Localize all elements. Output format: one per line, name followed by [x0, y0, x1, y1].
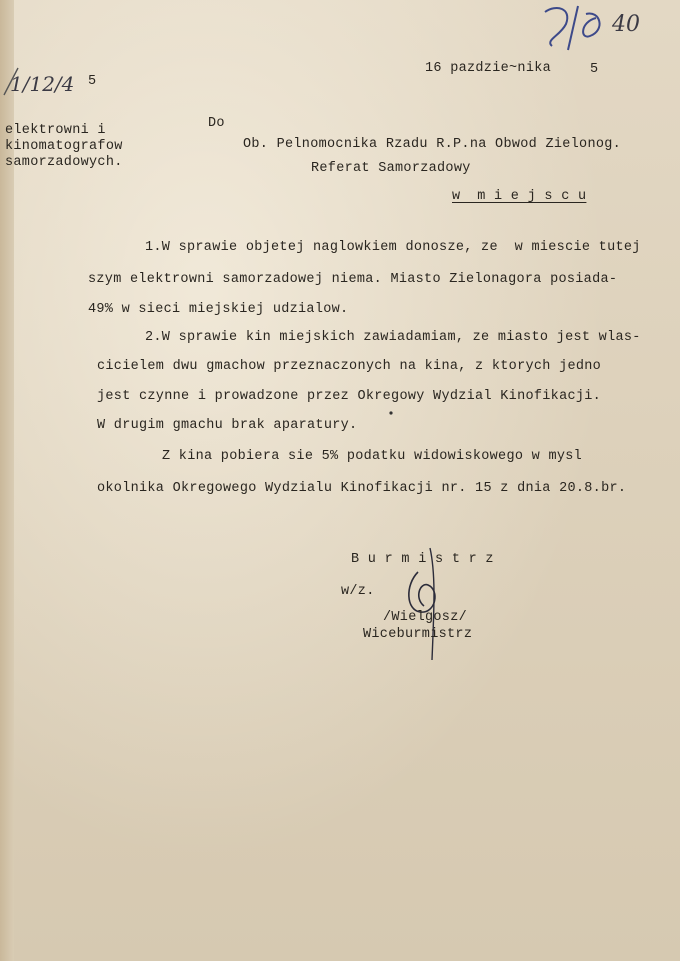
paragraph-1-line-1: 1.W sprawie objetej naglowkiem donosze, ze w miescie tutej [145, 240, 641, 255]
handwritten-reference: 1/12/4 [10, 72, 75, 96]
signature-wz: w/z. [341, 584, 375, 599]
signature-role: Wiceburmistrz [363, 627, 473, 642]
handwritten-page-number: 40 [612, 12, 640, 37]
paragraph-2-line-4: W drugim gmachu brak aparatury. [97, 418, 358, 433]
date-line: 16 pazdzie~nika [425, 61, 552, 76]
paragraph-3-line-1: Z kina pobiera sie 5% podatku widowiskowego w mysl [162, 449, 583, 464]
signature-name: /Wielgosz/ [383, 610, 468, 625]
paragraph-2-line-2: cicielem dwu gmachow przeznaczonych na kina, z ktorych jedno [97, 359, 602, 374]
paragraph-1-line-2: szym elektrowni samorzadowej niema. Miasto Zielonagora posiada- [88, 272, 618, 287]
sender-line-1: elektrowni i [5, 123, 106, 138]
paragraph-2-line-1: 2.W sprawie kin miejskich zawiadamiam, ze miasto jest wlas- [145, 330, 641, 345]
addressee-line-1: Ob. Pelnomocnika Rzadu R.P.na Obwod Zielonog. [243, 137, 622, 152]
signature-title: B u r m i s t r z [351, 552, 494, 567]
reference-suffix: 5 [88, 74, 97, 89]
paragraph-3-line-2: okolnika Okregowego Wydzialu Kinofikacji nr. 15 z dnia 20.8.br. [97, 481, 627, 496]
addressee-line-2: Referat Samorzadowy [311, 161, 471, 176]
sender-line-3: samorzadowych. [5, 155, 123, 170]
paragraph-2-line-3: jest czynne i prowadzone przez Okregowy Wydzial Kinofikacji. [97, 389, 602, 404]
paragraph-1-line-3: 49% w sieci miejskiej udzialow. [88, 302, 349, 317]
sender-line-2: kinomatografow [5, 139, 123, 154]
date-year-digit: 5 [590, 62, 599, 77]
addressee-do-label: Do [208, 116, 225, 131]
addressee-line-3: w m i e j s c u [452, 189, 587, 204]
